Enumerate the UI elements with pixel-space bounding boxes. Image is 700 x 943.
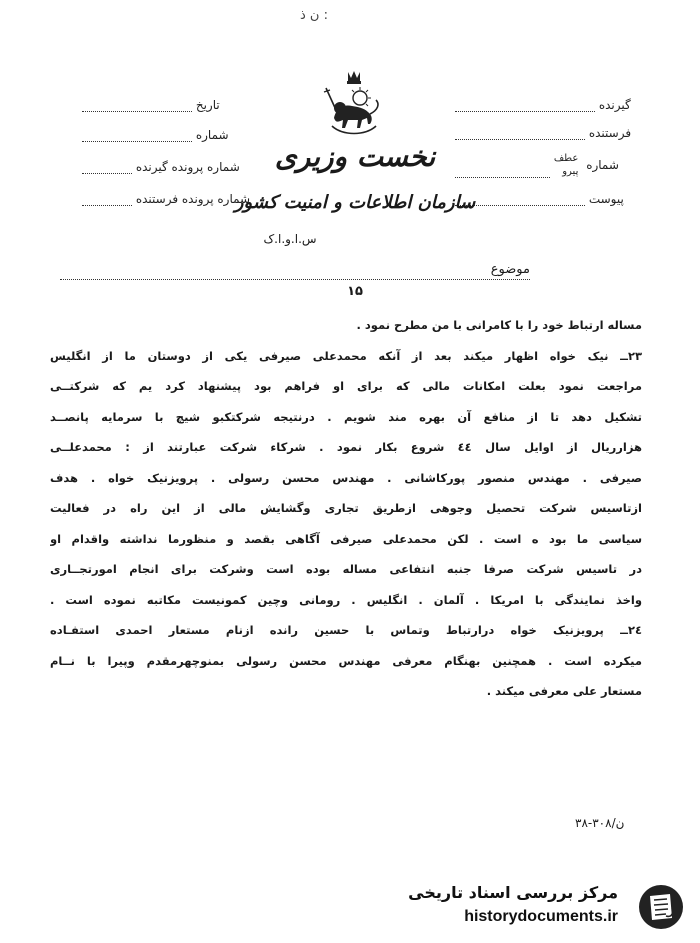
attachment-field — [455, 192, 624, 206]
number-ref-label: شماره — [586, 158, 619, 172]
number-label: شماره — [195, 128, 229, 142]
body-line: میکرده است . همچنین بهنگام معرفی مهندس محسن رسولی بمنوچهرمقدم وپیرا با نــام — [50, 653, 642, 668]
sender-file-field — [82, 192, 250, 206]
org-title: نخست وزیری — [274, 140, 436, 173]
number-ref-sub-top: عطف — [553, 153, 579, 164]
body-line: سیاسی ما بود ه است . لکن محمدعلی صیرفی آگاهی بقصد و منظورما نداشته واقدام او — [50, 531, 642, 546]
body-line: تشکیل دهد تا از منافع آن بهره مند شویم . درنتیجه شرکتکبو شیچ با سرمایه پانصــد — [50, 409, 642, 424]
body-line: ازتاسیس شرکت تحصیل وجوهی ازطریق تجاری وگشایش مالی از این راه در فعالیت — [50, 501, 642, 515]
body-line: هزارریال از اوایل سال ٤٤ شروع بکار نمود . شرکاء شرکت عبارتند از : محمدعلــی — [50, 440, 642, 454]
recipient-label: گیرنده — [598, 98, 631, 112]
body-line: مراجعت نمود بعلت امکانات مالی که برای او فراهم بود پیشنهاد کرد یم که شرکتــی — [50, 379, 642, 393]
body-line: واخذ نمایندگی با امریکا . آلمان . انگلیس . رومانی وچین کمونیست مکاتبه نموده است . — [50, 592, 642, 607]
page-number: ۱۵ — [347, 284, 363, 299]
watermark-title: مرکز بررسی اسناد تاریخی — [408, 883, 618, 902]
sender-file-label: شماره پرونده فرستنده — [135, 192, 251, 206]
historical-documents-logo-icon — [636, 882, 686, 932]
recipient-field — [455, 98, 631, 112]
org-code: س.ا.و.ا.ک — [263, 232, 317, 246]
body-line: مساله ارتباط خود را با کامرانی با من مطرح نمود . — [356, 318, 642, 332]
body-text — [50, 310, 642, 707]
subject-label: موضوع — [490, 262, 530, 277]
body-line: مستعار علی معرفی میکند . — [486, 684, 642, 698]
recipient-file-label: شماره پرونده گیرنده — [135, 160, 240, 174]
org-subtitle: سازمان اطلاعات و امنیت کشور — [234, 192, 476, 213]
body-line: ۲۳ــ نیک خواه اظهار میکند بعد از آنکه محمدعلی صیرفی یکی از دوستان ما از انگلیس — [50, 348, 642, 363]
date-label: تاریخ — [195, 98, 220, 112]
date-field — [82, 98, 220, 112]
attachment-label: پیوست — [588, 192, 624, 206]
sender-label: فرستنده — [588, 126, 632, 140]
body-line: صیرفی . مهندس منصور پورکاشانی . مهندس محسن رسولی . پرویزنیک خواه . هدف — [50, 470, 642, 485]
subject-line — [60, 262, 530, 280]
watermark-url: historydocuments.ir — [464, 908, 618, 925]
body-line: ۲٤ــ پرویزنیک خواه درارتباط وتماس با حسین رانده ازنام مستعار احمدی استفـاده — [50, 623, 642, 637]
lion-and-sun-emblem-icon — [318, 68, 390, 140]
body-line: در تاسیس شرکت صرفا جنبه انتفاعی مساله بوده است وشرکت برای انجام امورتجــاری — [50, 562, 642, 576]
top-marks: ن ذ : — [300, 8, 328, 23]
number-ref-field — [455, 152, 619, 184]
watermark — [404, 878, 694, 934]
recipient-file-field — [82, 160, 240, 174]
reference-code: ن/۳۰۸-۳۸ — [575, 816, 625, 830]
number-field — [82, 128, 229, 142]
sender-field — [455, 126, 631, 140]
number-ref-sub-bottom: پیرو — [562, 166, 579, 177]
